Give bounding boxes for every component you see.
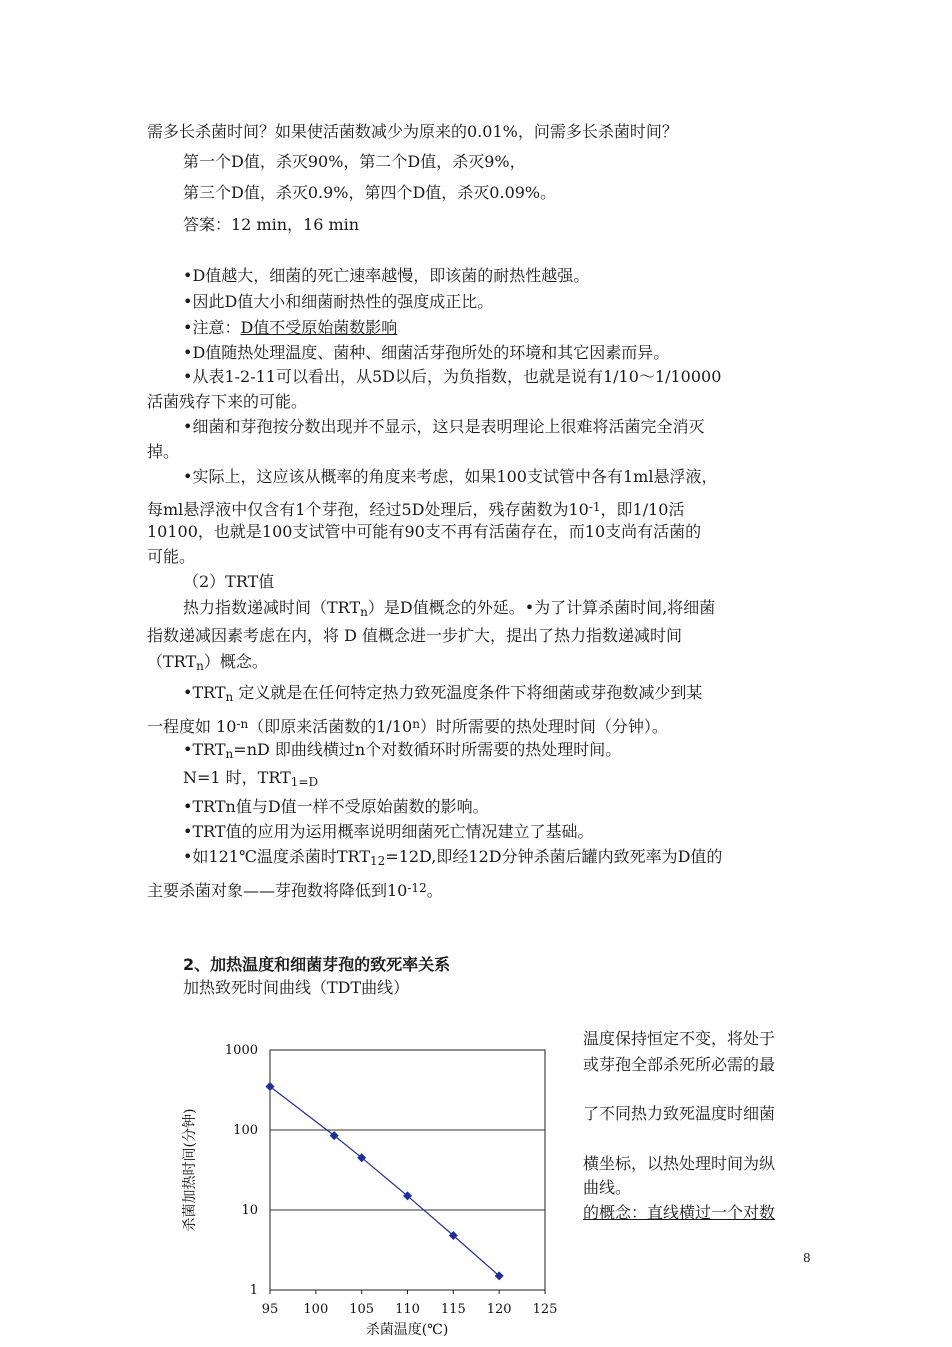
trt-line-3-sub: n (196, 659, 204, 673)
x-axis-label: 杀菌温度(℃) (365, 1322, 449, 1338)
y-tick-label: 10 (241, 1203, 258, 1218)
line-answer: 答案：12 min，16 min (183, 215, 360, 234)
bullet-2: •因此D值大小和细菌耐热性的强度成正比。 (183, 292, 494, 311)
y-tick-label: 1000 (224, 1043, 258, 1058)
bullet-6b: 掉。 (147, 442, 180, 461)
trt-line-1 (183, 598, 715, 622)
y-tick-label: 100 (233, 1123, 258, 1138)
trt-line-1-sub: n (360, 605, 368, 619)
bullet-3-underlined: D值不受原始菌数影响 (240, 318, 398, 337)
x-tick-label: 110 (395, 1302, 420, 1317)
trt-line-1-b: ）是D值概念的外延。•为了计算杀菌时间,将细菌 (367, 598, 716, 617)
trt-n1 (183, 768, 318, 792)
trt-def-2-sup2: n (412, 717, 420, 731)
trt-bullet-7a-a: •如121℃温度杀菌时TRT (183, 847, 370, 866)
trt-bullet-7a-sub: 12 (370, 854, 386, 868)
trt-line-2: 指数递减因素考虑在内，将 D 值概念进一步扩大，提出了热力指数递减时间 (147, 626, 683, 645)
y-tick-label: 1 (249, 1283, 258, 1298)
bullet-7b-text2: ，即1/10活 (600, 500, 685, 519)
x-tick-label: 95 (261, 1302, 279, 1317)
trt-line-1-a: 热力指数递减时间（TRT (183, 598, 361, 617)
right-fragment-1: 温度保持恒定不变，将处于 (583, 1029, 776, 1048)
bullet-7c: 10100，也就是100支试管中可能有90支不再有活菌存在，而10支尚有活菌的 (147, 522, 702, 541)
section-trt-heading: （2）TRT值 (183, 572, 275, 591)
trt-bullet-7b-b: 。 (426, 881, 443, 900)
trt-line-3-a: （TRT (147, 652, 197, 671)
trt-n1-sub: 1=D (290, 775, 319, 789)
trt-bullet-7a-b: =12D,即经12D分钟杀菌后罐内致死率为D值的 (385, 847, 723, 866)
trt-eq-b: =nD 即曲线横过n个对数循环时所需要的热处理时间。 (233, 740, 622, 759)
chart-background (150, 1030, 580, 1345)
bullet-6a: •细菌和芽孢按分数出现并不显示，这只是表明理论上很难将活菌完全消灭 (183, 417, 705, 436)
trt-bullet-7b-sup: -12 (407, 881, 427, 895)
bullet-7b-sup: -1 (588, 500, 601, 514)
trt-def-1-sub: n (225, 690, 234, 704)
section-2-heading: 2、加热温度和细菌芽孢的致死率关系 (183, 955, 451, 974)
bullet-4: •D值随热处理温度、菌种、细菌活芽孢所处的环境和其它因素而异。 (183, 343, 670, 362)
right-fragment-3: 了不同热力致死温度时细菌 (583, 1104, 776, 1123)
bullet-7a: •实际上，这应该从概率的角度来考虑，如果100支试管中各有1ml悬浮液， (183, 467, 718, 486)
trt-def-1-a: •TRT (183, 683, 226, 702)
bullet-3 (183, 318, 397, 338)
line-3: 第三个D值，杀灭0.9%，第四个D值，杀灭0.09%。 (183, 183, 557, 202)
trt-def-2-sup: -n (236, 717, 249, 731)
right-fragment-4: 横坐标，以热处理时间为纵 (583, 1154, 776, 1173)
x-tick-label: 115 (440, 1302, 466, 1317)
trt-n1-a: N=1 时，TRT (183, 768, 291, 787)
trt-eq (183, 740, 621, 764)
trt-bullet-7b-a: 主要杀菌对象——芽孢数将降低到10 (147, 881, 408, 900)
trt-def-2-a: 一程度如 10 (147, 717, 237, 736)
line-2: 第一个D值，杀灭90%，第二个D值，杀灭9%， (183, 152, 526, 171)
trt-def-1-b: 定义就是在任何特定热力致死温度条件下将细菌或芽孢数减少到某 (233, 683, 703, 702)
trt-bullet-7b (147, 878, 443, 901)
bullet-1: •D值越大，细菌的死亡速率越慢，即该菌的耐热性越强。 (183, 266, 590, 285)
trt-line-3-b: ）概念。 (203, 652, 268, 671)
bullet-7b (147, 497, 684, 520)
right-fragment-2: 或芽孢全部杀死所必需的最 (583, 1055, 776, 1074)
x-tick-label: 125 (532, 1302, 558, 1317)
x-tick-label: 120 (486, 1302, 512, 1317)
right-fragment-6: 的概念：直线横过一个对数 (583, 1203, 776, 1222)
section-2-subheading: 加热致死时间曲线（TDT曲线） (183, 978, 410, 997)
x-tick-label: 105 (349, 1302, 375, 1317)
page-number: 8 (803, 1251, 811, 1265)
y-axis-label: 杀菌加热时间(分钟) (182, 1108, 198, 1232)
trt-def-1 (183, 683, 702, 707)
trt-eq-a: •TRT (183, 740, 226, 759)
trt-bullet-6: •TRT值的应用为运用概率说明细菌死亡情况建立了基础。 (183, 822, 594, 841)
trt-def-2 (147, 714, 668, 737)
bullet-7d: 可能。 (147, 547, 196, 566)
trt-def-2-b: （即原来活菌数的1/10 (248, 717, 413, 736)
bullet-7b-text: 每ml悬浮液中仅含有1个芽孢，经过5D处理后，残存菌数为10 (147, 500, 589, 519)
bullet-3-prefix: •注意： (183, 318, 241, 337)
bullet-5b: 活菌残存下来的可能。 (147, 392, 308, 411)
trt-def-2-c: ）时所需要的热处理时间（分钟）。 (419, 717, 668, 736)
tdt-chart (150, 1030, 580, 1345)
x-tick-label: 100 (303, 1302, 329, 1317)
trt-bullet-5: •TRTn值与D值一样不受原始菌数的影响。 (183, 797, 489, 816)
line-1: 需多长杀菌时间？如果使活菌数减少为原来的0.01%，问需多长杀菌时间？ (147, 122, 678, 141)
trt-eq-sub: n (225, 747, 234, 761)
right-fragment-5: 曲线。 (583, 1178, 632, 1197)
bullet-5a: •从表1-2-11可以看出，从5D以后，为负指数，也就是说有1/10～1/10000 (183, 367, 722, 386)
trt-bullet-7a (183, 847, 722, 871)
trt-line-3 (147, 652, 268, 676)
